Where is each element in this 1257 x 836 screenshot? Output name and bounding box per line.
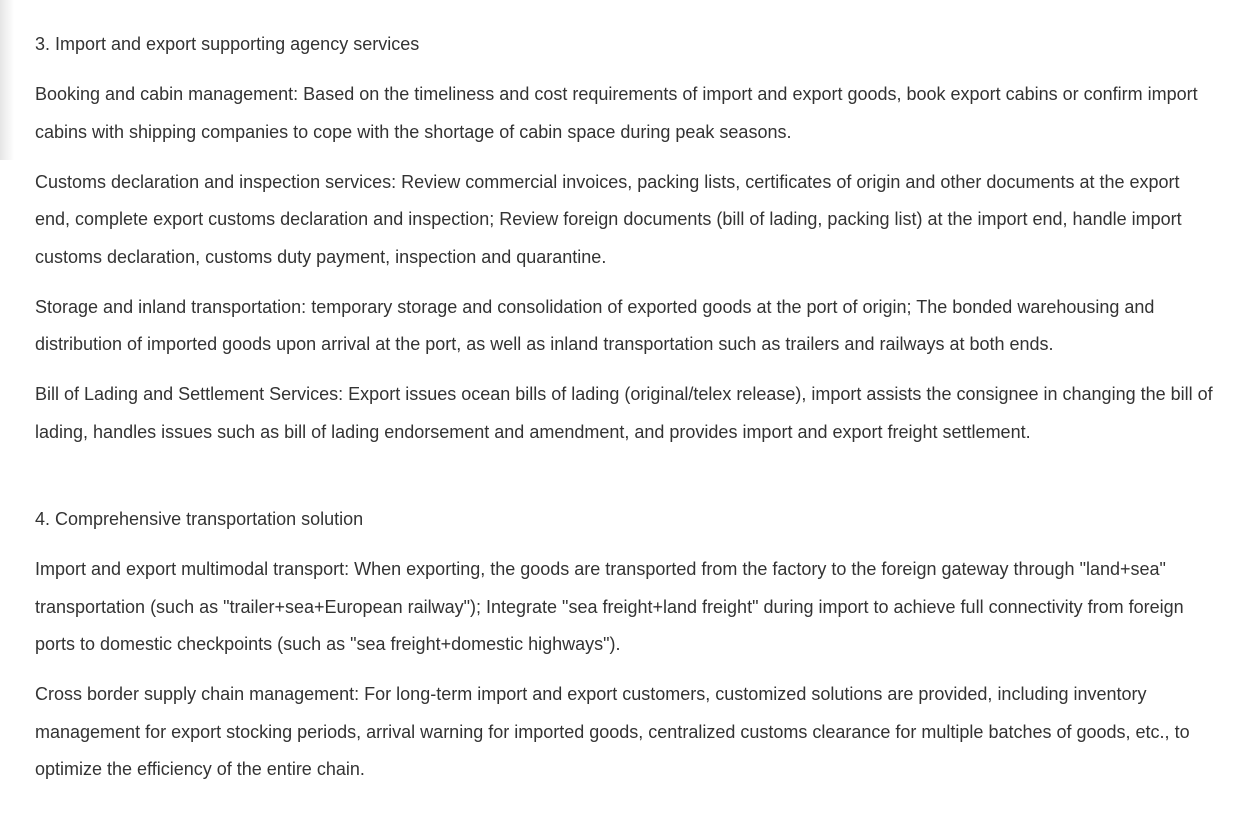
section-heading: 3. Import and export supporting agency services [35,34,420,54]
paragraph-multimodal-transport: Import and export multimodal transport: When exporting, the goods are transported from the factory to the foreign gateway through "land+sea" transportation (such as "trailer+sea+European railway"); Integrate "sea freight+land freight" during import to achieve full connectivity from foreign ports to domestic checkpoints (such as "sea freight+domestic highways"). [35,559,1184,654]
section-agency-services [35,26,1215,451]
section-heading: 4. Comprehensive transportation solution [35,509,364,529]
section-transportation-solution [35,501,1215,789]
paragraph-customs-declaration: Customs declaration and inspection services: Review commercial invoices, packing lists, certificates of origin and other documents at the export end, complete export customs declaration and inspection; Review foreign documents (bill of lading, packing list) at the import end, handle import customs declaration, customs duty payment, inspection and quarantine. [35,171,1182,267]
left-edge-shadow [0,0,14,160]
paragraph-bill-of-lading: Bill of Lading and Settlement Services: Export issues ocean bills of lading (original/telex release), import assists the consignee in changing the bill of lading, handles issues such as bill of lading endorsement and amendment, and provides import and export freight settlement. [35,384,1213,442]
paragraph-storage-inland: Storage and inland transportation: temporary storage and consolidation of exported goods at the port of origin; The bonded warehousing and distribution of imported goods upon arrival at the port, as well as inland transportation such as trailers and railways at both ends. [35,296,1155,354]
section-spacer [35,451,1215,501]
article-content [35,26,1215,789]
paragraph-booking-cabin: Booking and cabin management: Based on the timeliness and cost requirements of import and export goods, book export cabins or confirm import cabins with shipping companies to cope with the shortage of cabin space during peak seasons. [35,84,1198,142]
paragraph-supply-chain: Cross border supply chain management: For long-term import and export customers, customized solutions are provided, including inventory management for export stocking periods, arrival warning for imported goods, centralized customs clearance for multiple batches of goods, etc., to optimize the efficiency of the entire chain. [35,684,1190,779]
